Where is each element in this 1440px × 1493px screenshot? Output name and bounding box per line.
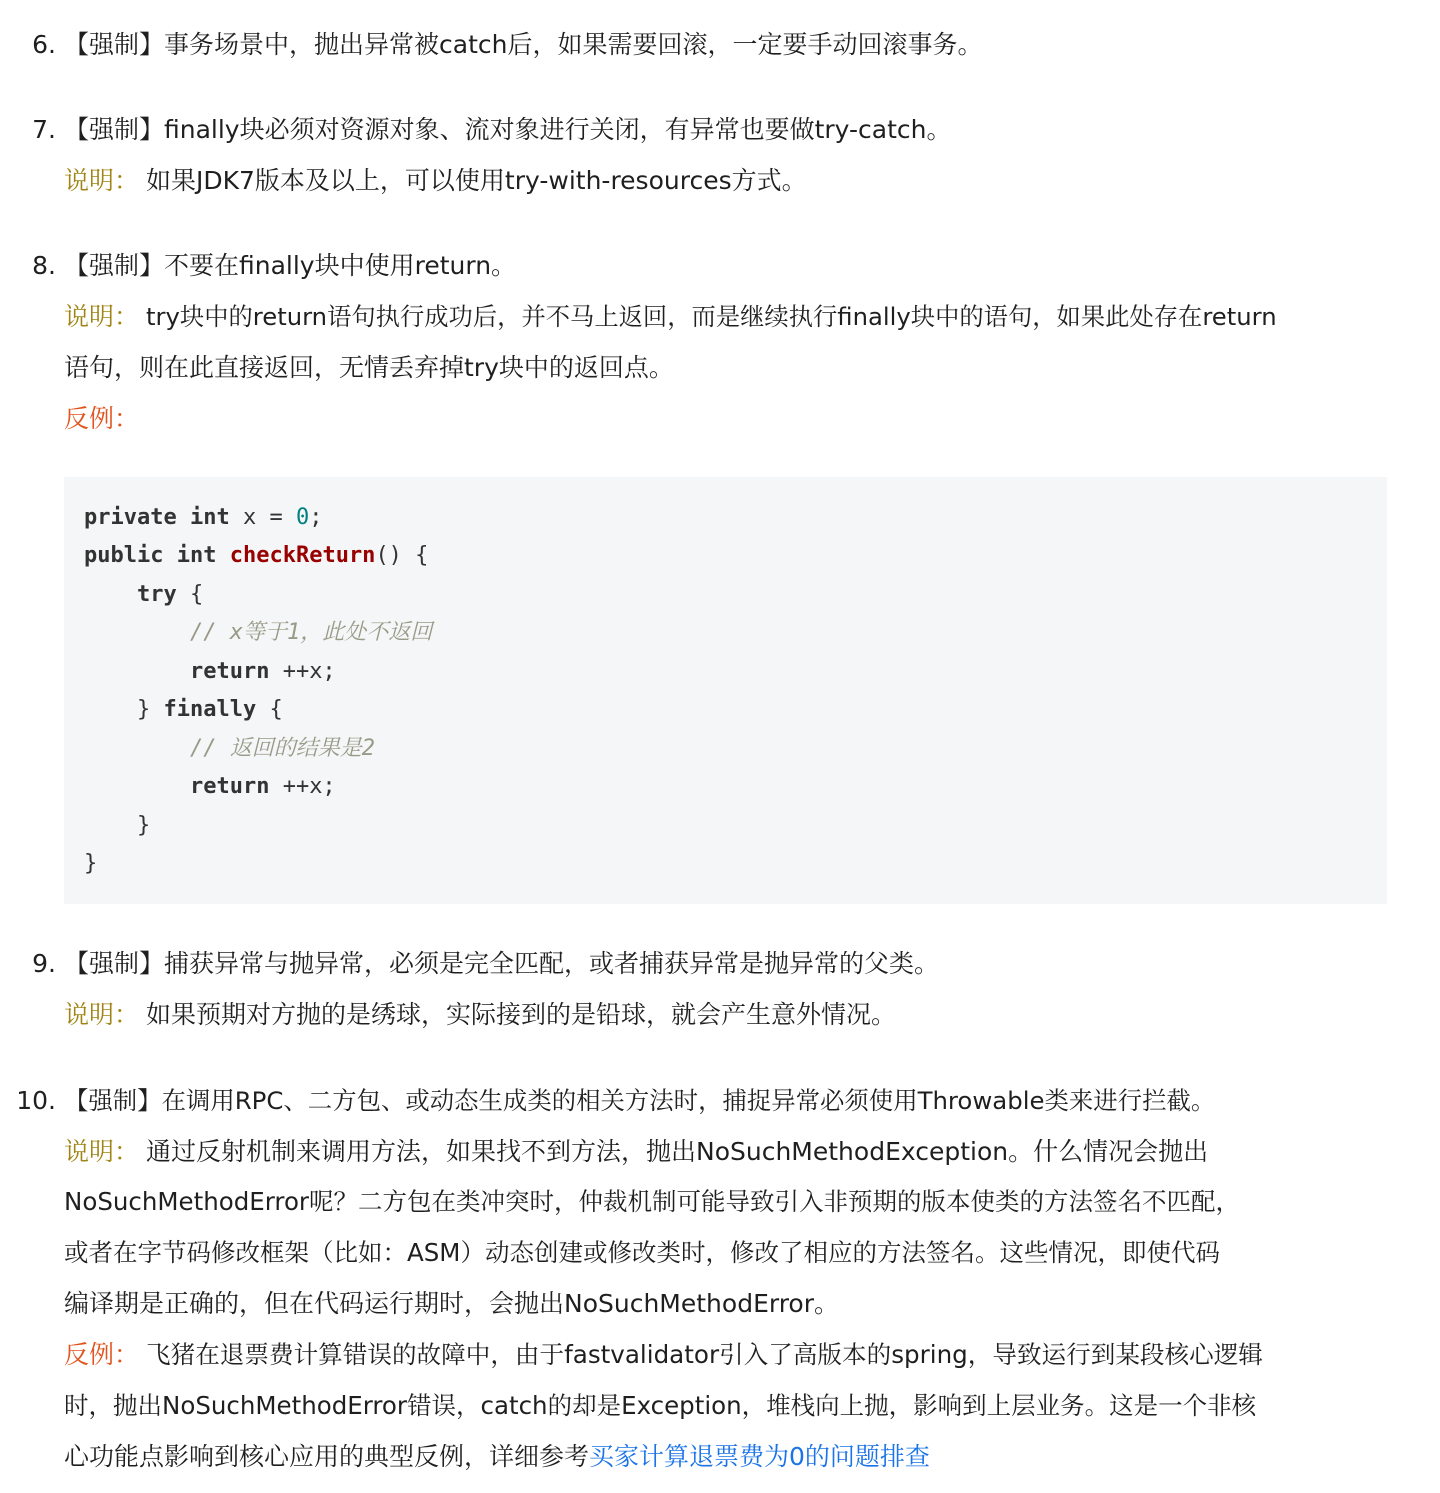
counter-example-text: 飞猪在退票费计算错误的故障中，由于fastvalidator引入了高版本的spring，导致运行到某段核心逻辑: [146, 1340, 1263, 1369]
code-text: }: [136, 813, 151, 838]
rule-text: 【强制】事务场景中，抛出异常被catch后，如果需要回滚，一定要手动回滚事务。: [64, 30, 983, 59]
counter-example-label: 反例：: [64, 404, 140, 433]
code-number: 0: [295, 505, 310, 530]
code-text: }: [136, 697, 164, 722]
rule-text: 【强制】不要在finally块中使用return。: [64, 251, 517, 280]
code-text: {: [176, 582, 204, 607]
code-keyword: return: [189, 774, 270, 799]
note-text: try块中的return语句执行成功后，并不马上返回，而是继续执行finally块中的语句，如果此处存在return: [146, 302, 1277, 331]
rule-text: 【强制】finally块必须对资源对象、流对象进行关闭，有异常也要做try-catch。: [64, 115, 952, 144]
code-comment: // 返回的结果是2: [189, 736, 375, 761]
note-label: 说明：: [64, 302, 140, 331]
counter-example-line: [64, 1440, 930, 1474]
note-label: 说明：: [64, 1000, 140, 1029]
code-keyword: public: [84, 543, 164, 568]
code-text: }: [84, 851, 98, 876]
troubleshooting-link[interactable]: 买家计算退票费为0的问题排查: [589, 1442, 930, 1471]
note-text: 编译期是正确的，但在代码运行期时，会抛出NoSuchMethodError。: [64, 1289, 840, 1318]
note-label: 说明：: [64, 166, 140, 195]
code-function-name: checkReturn: [229, 543, 376, 568]
counter-example-text: 时，抛出NoSuchMethodError错误，catch的却是Exception，堆栈向上抛，影响到上层业务。这是一个非核: [64, 1391, 1257, 1420]
code-line: [84, 695, 283, 725]
code-text: {: [256, 697, 283, 722]
code-text: x =: [229, 505, 296, 530]
counter-example-text: 心功能点影响到核心应用的典型反例，详细参考: [64, 1442, 590, 1471]
code-line: [84, 849, 97, 879]
note-text: 通过反射机制来调用方法，如果找不到方法，抛出NoSuchMethodException。什么情况会抛出: [146, 1137, 1209, 1166]
item-number: 10.: [16, 1086, 56, 1115]
code-line: [84, 580, 203, 610]
item-number: 7.: [32, 115, 56, 144]
note-text: 或者在字节码修改框架（比如：ASM）动态创建或修改类时，修改了相应的方法签名。这些情况，即使代码: [64, 1238, 1220, 1267]
code-text: ;: [309, 505, 323, 530]
rule-text: 【强制】在调用RPC、二方包、或动态生成类的相关方法时，捕捉异常必须使用Throwable类来进行拦截。: [64, 1086, 1216, 1115]
item-number: 8.: [32, 251, 56, 280]
code-keyword: private: [84, 505, 177, 530]
code-keyword: int: [189, 505, 230, 530]
code-line: [84, 503, 322, 533]
code-text: ++x;: [269, 659, 336, 684]
code-keyword: return: [189, 659, 270, 684]
code-line: [84, 772, 336, 802]
item-number: 6.: [32, 30, 56, 59]
code-comment: // x等于1，此处不返回: [189, 620, 433, 645]
rule-text: 【强制】捕获异常与抛异常，必须是完全匹配，或者捕获异常是抛异常的父类。: [64, 949, 940, 978]
code-line: [84, 811, 150, 841]
code-line: [84, 618, 432, 648]
counter-example-label: 反例：: [64, 1340, 140, 1369]
code-keyword: try: [136, 582, 177, 607]
note-text: 如果JDK7版本及以上，可以使用try-with-resources方式。: [146, 166, 807, 195]
note-text: 语句，则在此直接返回，无情丢弃掉try块中的返回点。: [64, 353, 674, 382]
code-block: [64, 477, 1387, 904]
note-text: 如果预期对方抛的是绣球，实际接到的是铅球，就会产生意外情况。: [146, 1000, 897, 1029]
code-line: [84, 734, 375, 764]
note-text: NoSuchMethodError呢？二方包在类冲突时，仲裁机制可能导致引入非预期的版本使类的方法签名不匹配，: [64, 1187, 1240, 1216]
note-label: 说明：: [64, 1137, 140, 1166]
code-keyword: int: [176, 543, 217, 568]
code-line: [84, 541, 428, 571]
code-keyword: finally: [163, 697, 257, 722]
code-line: [84, 657, 336, 687]
item-number: 9.: [32, 949, 56, 978]
code-text: ++x;: [269, 774, 336, 799]
code-text: () {: [375, 543, 429, 568]
